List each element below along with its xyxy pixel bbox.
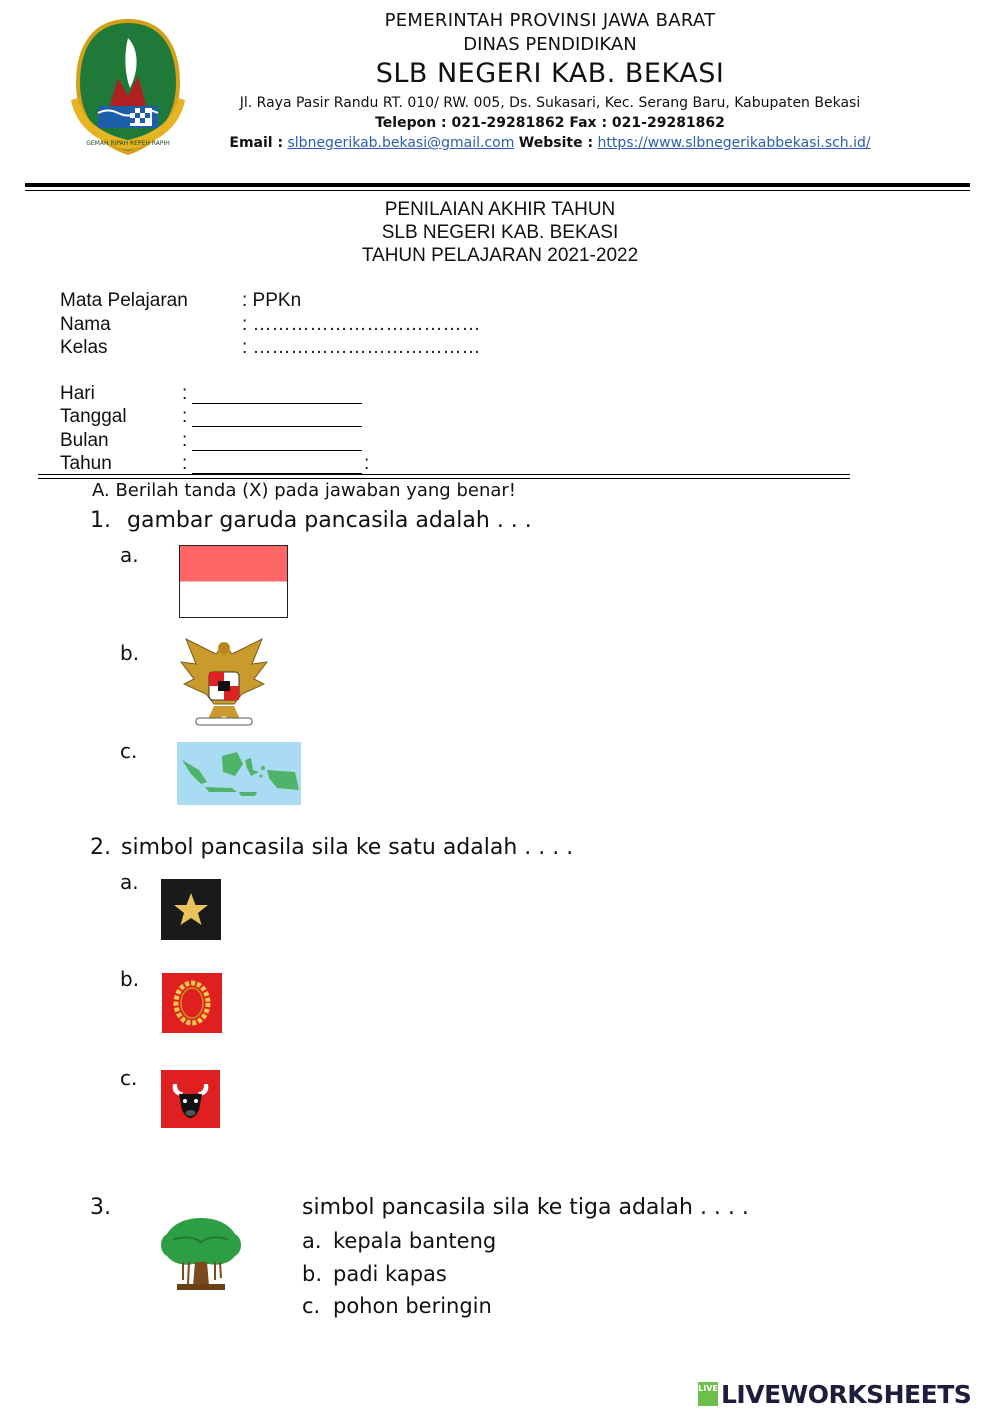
header-department: DINAS PENDIDIKAN [463, 34, 637, 55]
q2-option-a-letter[interactable]: a. [120, 870, 139, 894]
header-rule-thin [25, 190, 970, 191]
chain-symbol-image[interactable] [162, 973, 222, 1033]
q3-option-a-letter[interactable]: a. [302, 1229, 322, 1253]
watermark-badge: LIVE [698, 1382, 718, 1406]
email-label: Email : [229, 135, 284, 151]
website-link[interactable]: https://www.slbnegerikabbekasi.sch.id/ [597, 135, 871, 151]
logo-motto: GEMAH RIPAH REPEH RAPIH [86, 140, 170, 147]
date-label: Tanggal [60, 406, 127, 427]
exam-title-line3: TAHUN PELAJARAN 2021-2022 [361, 245, 639, 266]
class-label: Kelas [60, 337, 108, 358]
month-field[interactable] [192, 432, 362, 451]
q2-option-c-letter[interactable]: c. [120, 1066, 138, 1090]
star-symbol-image[interactable] [161, 879, 221, 940]
year-colon-end: : [364, 453, 370, 474]
header-province: PEMERINTAH PROVINSI JAWA BARAT [384, 10, 716, 31]
year-label: Tahun [60, 453, 112, 474]
province-logo [68, 18, 188, 158]
watermark [698, 1378, 971, 1410]
day-field[interactable] [192, 385, 362, 404]
month-label: Bulan [60, 430, 109, 451]
header-contact [220, 135, 880, 151]
day-label: Hari [60, 383, 95, 404]
q1-option-b-letter[interactable]: b. [120, 641, 140, 665]
question-3-text: simbol pancasila sila ke tiga adalah . . . . [302, 1195, 749, 1220]
year-field[interactable] [192, 455, 362, 474]
q1-option-a-letter[interactable]: a. [120, 543, 139, 567]
email-link[interactable]: slbnegerikab.bekasi@gmail.com [287, 135, 515, 151]
q3-option-c-letter[interactable]: c. [302, 1294, 321, 1318]
website-label: Website : [518, 135, 594, 151]
month-colon: : [182, 430, 188, 451]
header-school-name: SLB NEGERI KAB. BEKASI [375, 58, 725, 89]
question-3-number: 3. [90, 1195, 111, 1220]
subject-value: : PPKn [242, 290, 302, 311]
indonesia-map-image[interactable] [177, 742, 301, 805]
subject-label: Mata Pelajaran [60, 290, 188, 311]
name-label: Nama [60, 314, 111, 335]
question-1-number: 1. [90, 508, 111, 533]
class-field[interactable]: : ……………………………… [242, 337, 481, 358]
section-rule-1 [38, 474, 850, 475]
question-1-text: gambar garuda pancasila adalah . . . [127, 508, 532, 533]
q3-option-b-letter[interactable]: b. [302, 1262, 323, 1286]
q3-option-b-text[interactable]: padi kapas [333, 1262, 447, 1286]
q1-option-c-letter[interactable]: c. [120, 739, 138, 763]
bull-head-symbol-image[interactable] [161, 1070, 220, 1128]
question-2-text: simbol pancasila sila ke satu adalah . . . . [121, 835, 574, 860]
red-white-flag-image[interactable] [179, 545, 289, 619]
name-field[interactable]: : ……………………………… [242, 314, 481, 335]
header-phone: Telepon : 021-29281862 Fax : 021-29281862 [375, 115, 725, 131]
date-field[interactable] [192, 408, 362, 427]
date-colon: : [182, 406, 188, 427]
q3-option-c-text[interactable]: pohon beringin [333, 1294, 492, 1318]
question-2-number: 2. [90, 835, 111, 860]
header-address: Jl. Raya Pasir Randu RT. 010/ RW. 005, Ds. Sukasari, Kec. Serang Baru, Kabupaten Bekasi [239, 95, 861, 111]
header-rule-thick [25, 183, 970, 187]
q3-option-a-text[interactable]: kepala banteng [333, 1229, 497, 1253]
day-colon: : [182, 383, 188, 404]
watermark-text: LIVEWORKSHEETS [721, 1379, 972, 1409]
q2-option-b-letter[interactable]: b. [120, 967, 140, 991]
garuda-pancasila-image[interactable] [176, 634, 272, 732]
banyan-tree-symbol-image [159, 1214, 243, 1292]
exam-title-line1: PENILAIAN AKHIR TAHUN [384, 199, 616, 220]
section-rule-2 [38, 478, 850, 479]
year-colon: : [182, 453, 188, 474]
instruction-text: A. Berilah tanda (X) pada jawaban yang benar! [92, 480, 516, 501]
exam-title-line2: SLB NEGERI KAB. BEKASI [381, 222, 619, 243]
